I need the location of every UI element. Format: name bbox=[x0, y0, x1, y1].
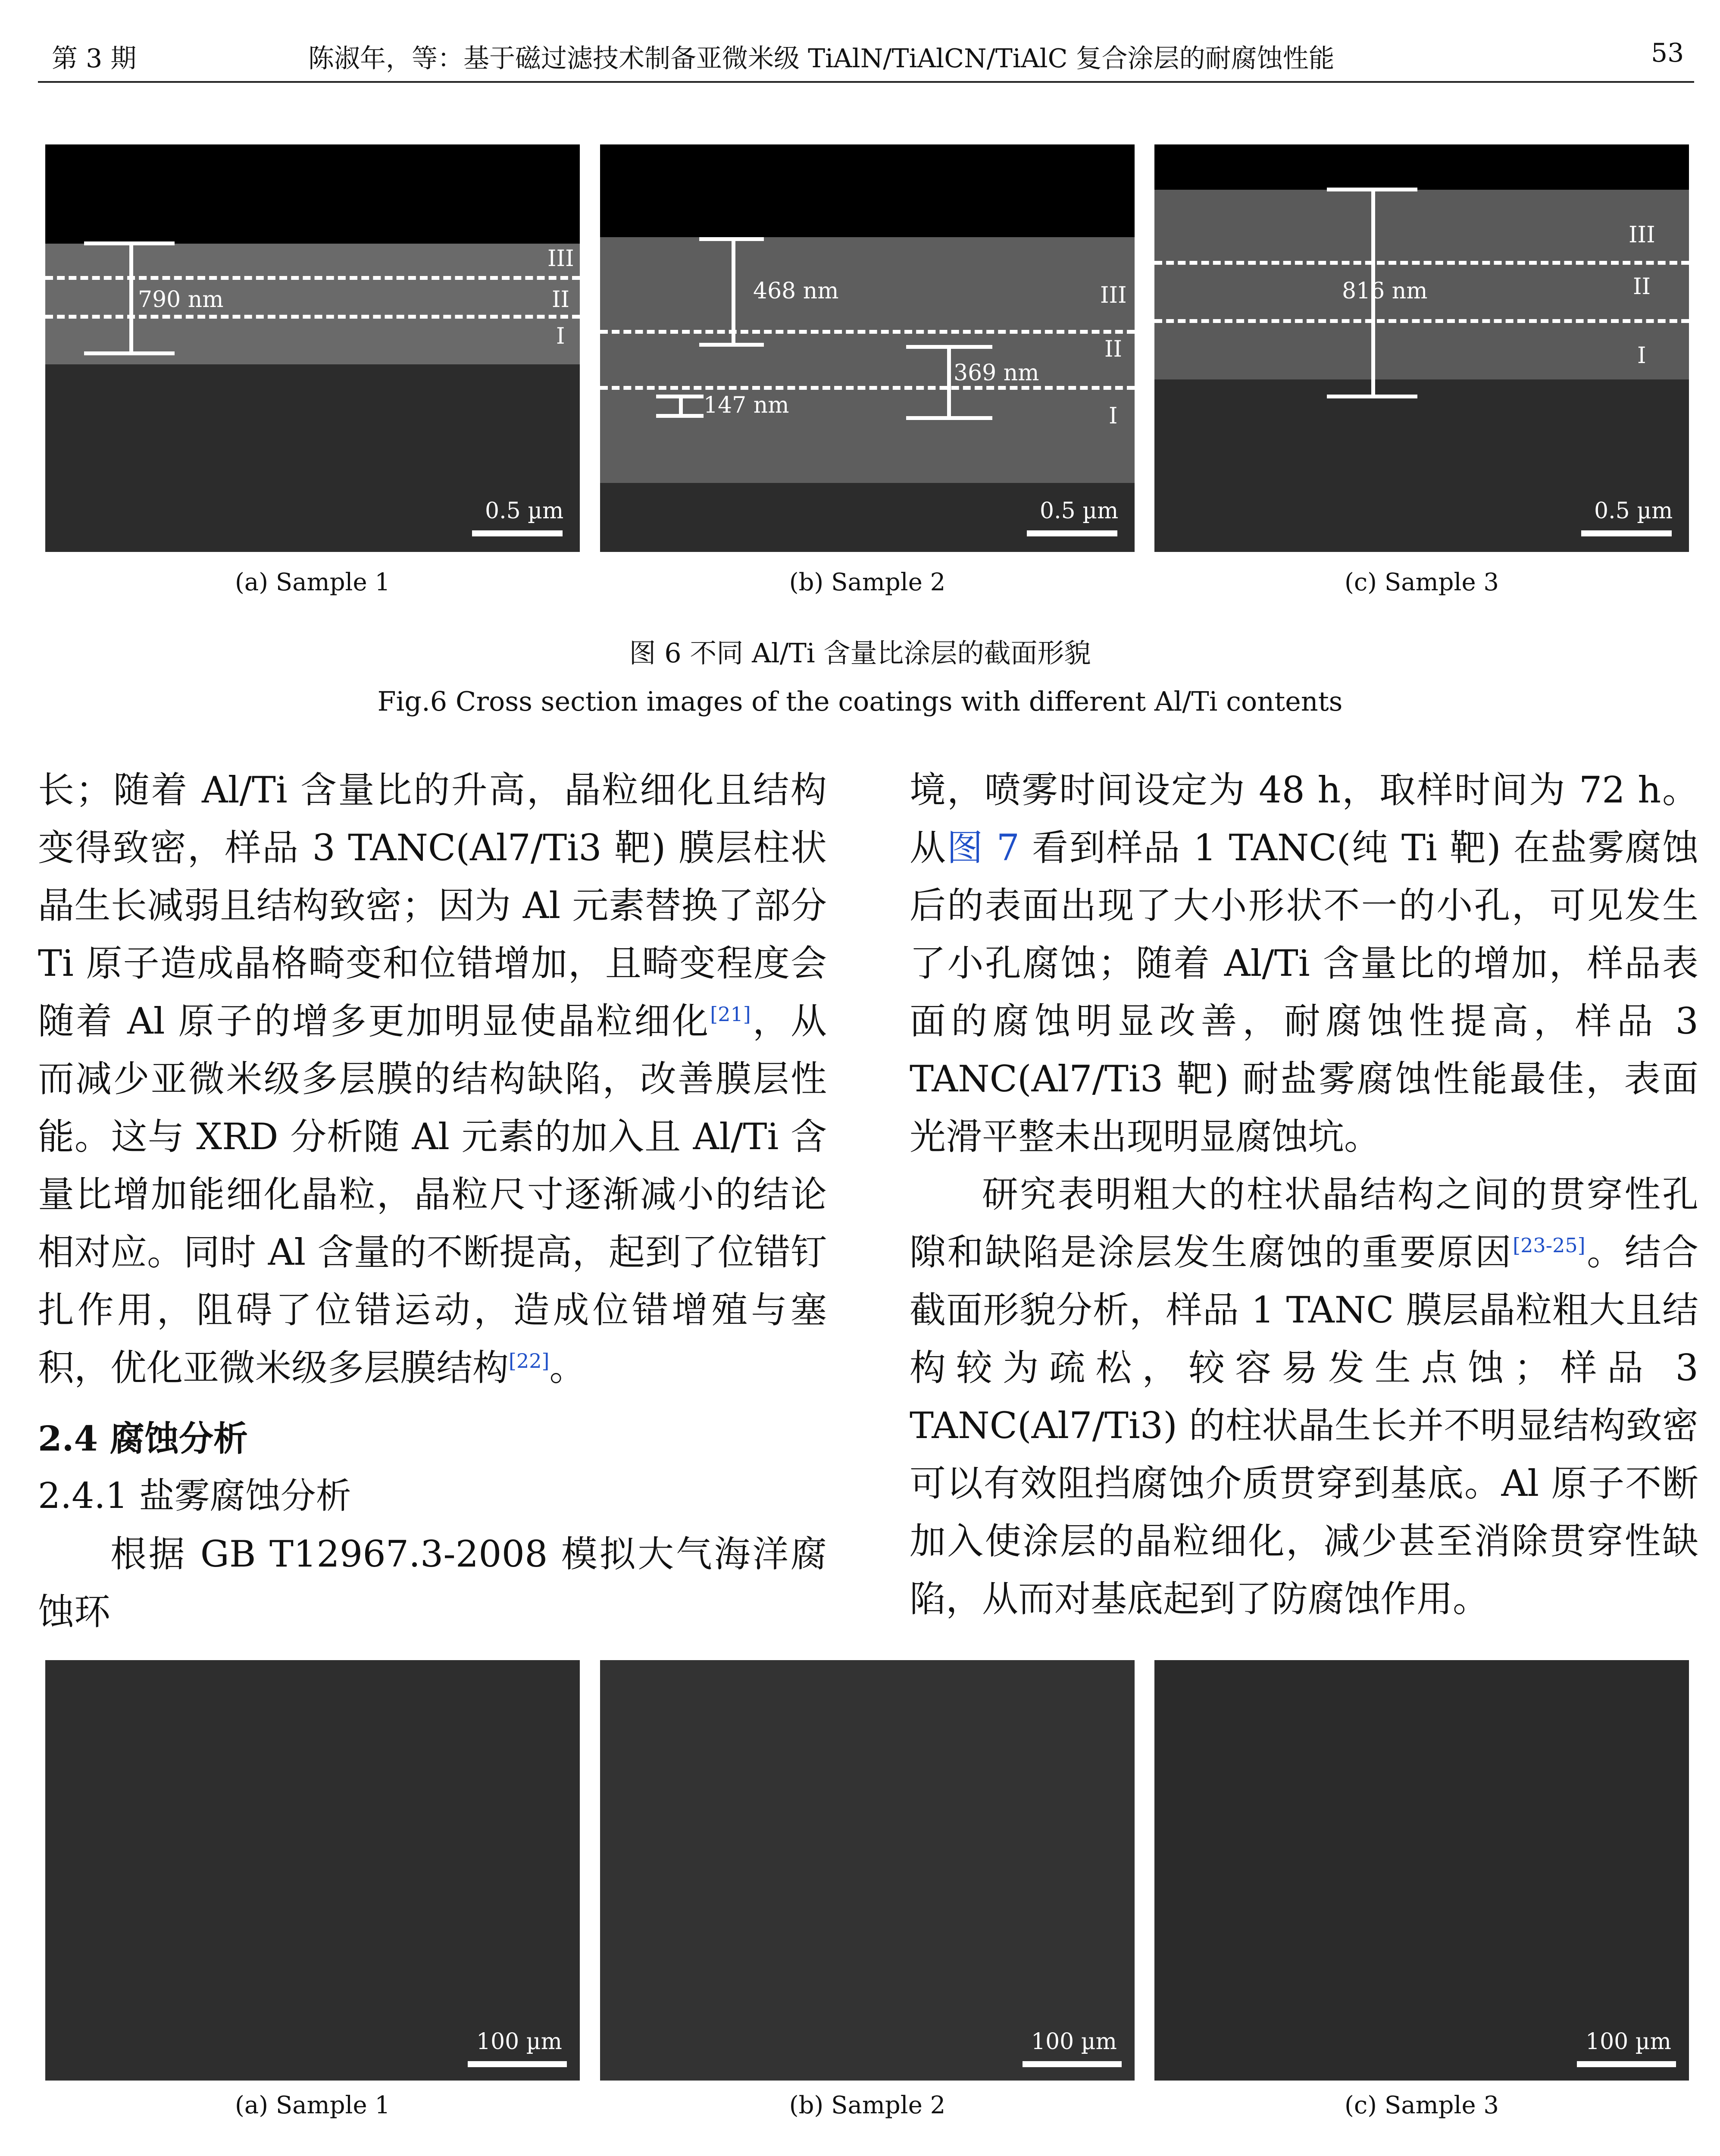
fig6a-layer-iii: III bbox=[547, 246, 574, 272]
fig6c-layer-iii: III bbox=[1629, 222, 1655, 248]
fig6b-caption: (b) Sample 2 bbox=[789, 568, 946, 596]
section-2-4-heading: 2.4 腐蚀分析 bbox=[38, 1418, 248, 1459]
fig7b-scale-bar bbox=[1023, 2061, 1122, 2067]
fig6a-thickness-label: 790 nm bbox=[138, 287, 224, 313]
fig6c-layer-ii: II bbox=[1633, 274, 1651, 300]
fig7a-scale-label: 100 µm bbox=[476, 2029, 562, 2055]
fig7-panel-a-image bbox=[45, 1660, 580, 2081]
fig6c-thickness-label: 816 nm bbox=[1342, 278, 1428, 304]
fig7c-scale-label: 100 µm bbox=[1586, 2029, 1671, 2055]
fig6b-thickness-mid: 369 nm bbox=[954, 360, 1039, 386]
left-para-2: 根据 GB T12967.3-2008 模拟大气海洋腐蚀环 bbox=[38, 1533, 827, 1633]
citation-21[interactable]: [21] bbox=[710, 1003, 751, 1026]
header-rule bbox=[38, 81, 1694, 83]
fig6c-caption: (c) Sample 3 bbox=[1344, 568, 1499, 596]
fig7a-caption: (a) Sample 1 bbox=[235, 2091, 391, 2119]
fig7a-scale-bar bbox=[468, 2061, 567, 2067]
fig7b-caption: (b) Sample 2 bbox=[789, 2091, 946, 2119]
fig6b-layer-iii: III bbox=[1100, 282, 1127, 308]
fig7-panel-c-image bbox=[1154, 1660, 1689, 2081]
fig6a-layer-i: I bbox=[556, 323, 565, 349]
citation-22[interactable]: [22] bbox=[509, 1349, 550, 1373]
fig7c-caption: (c) Sample 3 bbox=[1344, 2091, 1499, 2119]
fig6a-caption: (a) Sample 1 bbox=[235, 568, 391, 596]
fig6b-layer-i: I bbox=[1109, 403, 1118, 429]
fig6-panel-b-image bbox=[600, 144, 1135, 552]
right-para-2: 研究表明粗大的柱状晶结构之间的贯穿性孔隙和缺陷是涂层发生腐蚀的重要原因[23-25]。结合截面形貌分析，样品 1 TANC 膜层晶粒粗大且结构较为疏松，较容易发生点蚀；样品 3 TANC(Al7/Ti3) 的柱状晶生长并不明显结构致密可以有效阻挡腐蚀介质贯穿到基底。Al 原子不断加入使涂层的晶粒细化，减少甚至消除贯穿性缺陷，从而对基底起到了防腐蚀作用。 bbox=[910, 1173, 1698, 1620]
left-para-1: 长；随着 Al/Ti 含量比的升高，晶粒细化且结构变得致密，样品 3 TANC(Al7/Ti3 靶) 膜层柱状晶生长减弱且结构致密；因为 Al 元素替换了部分 Ti 原子造成晶格畸变和位错增加，且畸变程度会随着 Al 原子的增多更加明显使晶粒细化[21]，从而减少亚微米级多层膜的结构缺陷，改善膜层性能。这与 XRD 分析随 Al 元素的加入且 Al/Ti 含量比增加能细化晶粒，晶粒尺寸逐渐减小的结论相对应。同时 Al 含量的不断提高，起到了位错钉扎作用，阻碍了位错运动，造成位错增殖与塞积，优化亚微米级多层膜结构[22]。 bbox=[38, 769, 827, 1389]
fig6c-scale-bar bbox=[1581, 530, 1672, 536]
fig6-caption-cn: 图 6 不同 Al/Ti 含量比涂层的截面形貌 bbox=[629, 637, 1091, 669]
fig6a-scale-bar bbox=[472, 530, 563, 536]
fig6-panel-c-image bbox=[1154, 144, 1689, 552]
fig7-link[interactable]: 图 7 bbox=[947, 827, 1020, 869]
right-column bbox=[910, 761, 1698, 1628]
fig6b-layer-ii: II bbox=[1104, 336, 1123, 362]
page-number: 53 bbox=[1651, 38, 1684, 68]
fig6c-layer-i: I bbox=[1637, 343, 1646, 369]
fig7c-scale-bar bbox=[1577, 2061, 1676, 2067]
fig6a-layer-ii: II bbox=[552, 287, 570, 313]
fig6-panel-a-image bbox=[45, 144, 580, 552]
fig6a-scale-label: 0.5 µm bbox=[485, 498, 564, 524]
fig6b-scale-bar bbox=[1027, 530, 1117, 536]
left-column bbox=[38, 761, 827, 1641]
issue-number: 第 3 期 bbox=[52, 44, 137, 74]
section-2-4-1-heading: 2.4.1 盐雾腐蚀分析 bbox=[38, 1476, 351, 1517]
fig6b-thickness-top: 468 nm bbox=[753, 278, 839, 304]
fig6c-scale-label: 0.5 µm bbox=[1594, 498, 1673, 524]
fig7-panel-b-image bbox=[600, 1660, 1135, 2081]
right-para-1: 境，喷雾时间设定为 48 h，取样时间为 72 h。从图 7 看到样品 1 TANC(纯 Ti 靶) 在盐雾腐蚀后的表面出现了大小形状不一的小孔，可见发生了小孔腐蚀；随着 Al/Ti 含量比的增加，样品表面的腐蚀明显改善，耐腐蚀性提高，样品 3 TANC(Al7/Ti3 靶) 耐盐雾腐蚀性能最佳，表面光滑平整未出现明显腐蚀坑。 bbox=[910, 769, 1698, 1158]
fig6b-thickness-bottom: 147 nm bbox=[704, 392, 789, 418]
running-title: 陈淑年，等：基于磁过滤技术制备亚微米级 TiAlN/TiAlCN/TiAlC 复合涂层的耐腐蚀性能 bbox=[308, 44, 1335, 74]
citation-23-25[interactable]: [23-25] bbox=[1513, 1234, 1586, 1257]
fig6b-scale-label: 0.5 µm bbox=[1040, 498, 1119, 524]
fig6-caption-en: Fig.6 Cross section images of the coatings with different Al/Ti contents bbox=[377, 686, 1343, 717]
fig7b-scale-label: 100 µm bbox=[1031, 2029, 1117, 2055]
